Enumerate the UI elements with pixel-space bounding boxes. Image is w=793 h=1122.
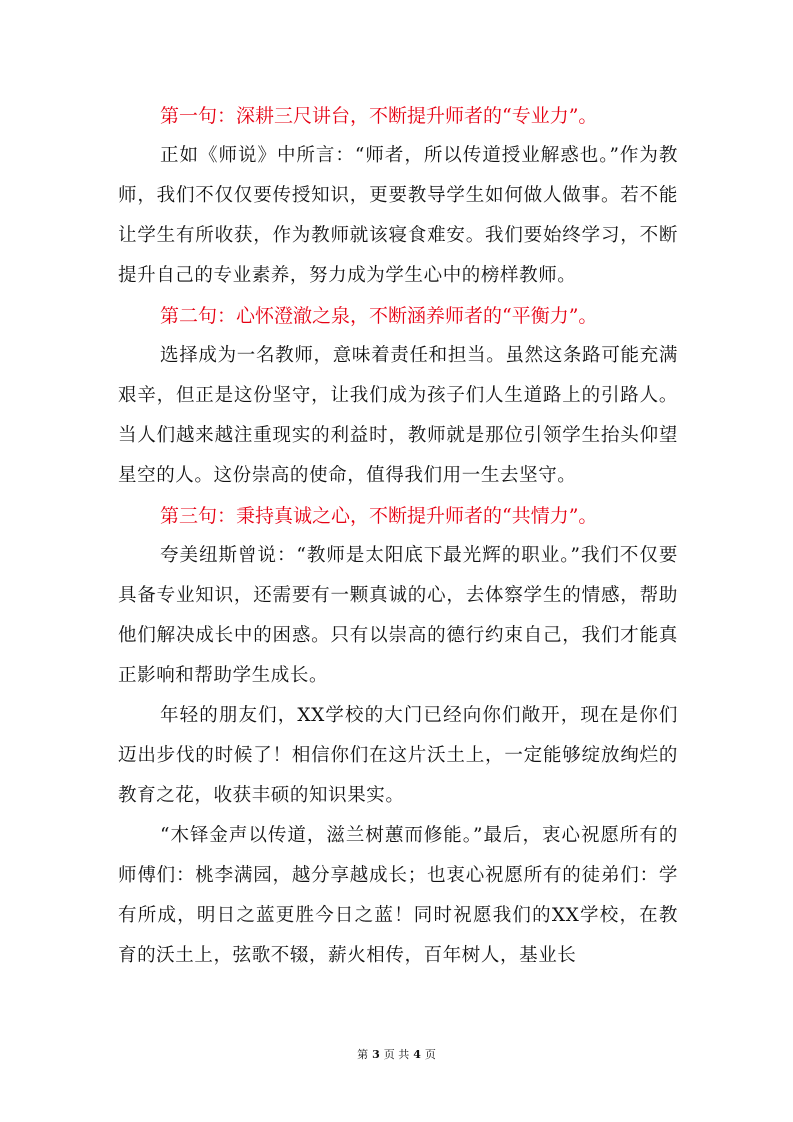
section-heading-3: 第三句：秉持真诚之心，不断提升师者的“共情力”。 [160,505,598,527]
paragraph-1: 正如《师说》中所言：“师者，所以传道授业解惑也。”作为教师，我们不仅仅要传授知识，更要教导学生如何做人做事。若不能让学生有所收获，作为教师就该寝食难安。我们要始终学习，不断提升自己的专业素养，努力成为学生心中的榜样教师。 [118,145,678,286]
document-body [118,96,678,976]
page-footer [0,1046,793,1062]
footer-middle: 页 共 [383,1048,410,1061]
section-heading-2: 第二句：心怀澄澈之泉，不断涵养师者的“平衡力”。 [160,305,598,327]
section-heading-1: 第一句：深耕三尺讲台，不断提升师者的“专业力”。 [160,105,598,127]
paragraph-3: 夸美纽斯曾说：“教师是太阳底下最光辉的职业。”我们不仅要具备专业知识，还需要有一颗真诚的心，去体察学生的情感，帮助他们解决成长中的困惑。只有以崇高的德行约束自己，我们才能真正影响和帮助学生成长。 [118,545,678,686]
footer-current-page: 3 [372,1048,380,1061]
footer-prefix: 第 [357,1048,369,1061]
paragraph-5: “木铎金声以传道，滋兰树蕙而修能。”最后，衷心祝愿所有的师傅们：桃李满园，越分享越成长；也衷心祝愿所有的徒弟们：学有所成，明日之蓝更胜今日之蓝！同时祝愿我们的XX学校，在教育的沃土上，弦歌不辍，薪火相传，百年树人，基业长 [118,825,678,966]
paragraph-2: 选择成为一名教师，意味着责任和担当。虽然这条路可能充满艰辛，但正是这份坚守，让我们成为孩子们人生道路上的引路人。当人们越来越注重现实的利益时，教师就是那位引领学生抬头仰望星空的人。这份崇高的使命，值得我们用一生去坚守。 [118,345,678,486]
footer-total-pages: 4 [413,1048,421,1061]
footer-suffix: 页 [424,1048,436,1061]
paragraph-4: 年轻的朋友们，XX学校的大门已经向你们敞开，现在是你们迈出步伐的时候了！相信你们在这片沃土上，一定能够绽放绚烂的教育之花，收获丰硕的知识果实。 [118,705,678,806]
